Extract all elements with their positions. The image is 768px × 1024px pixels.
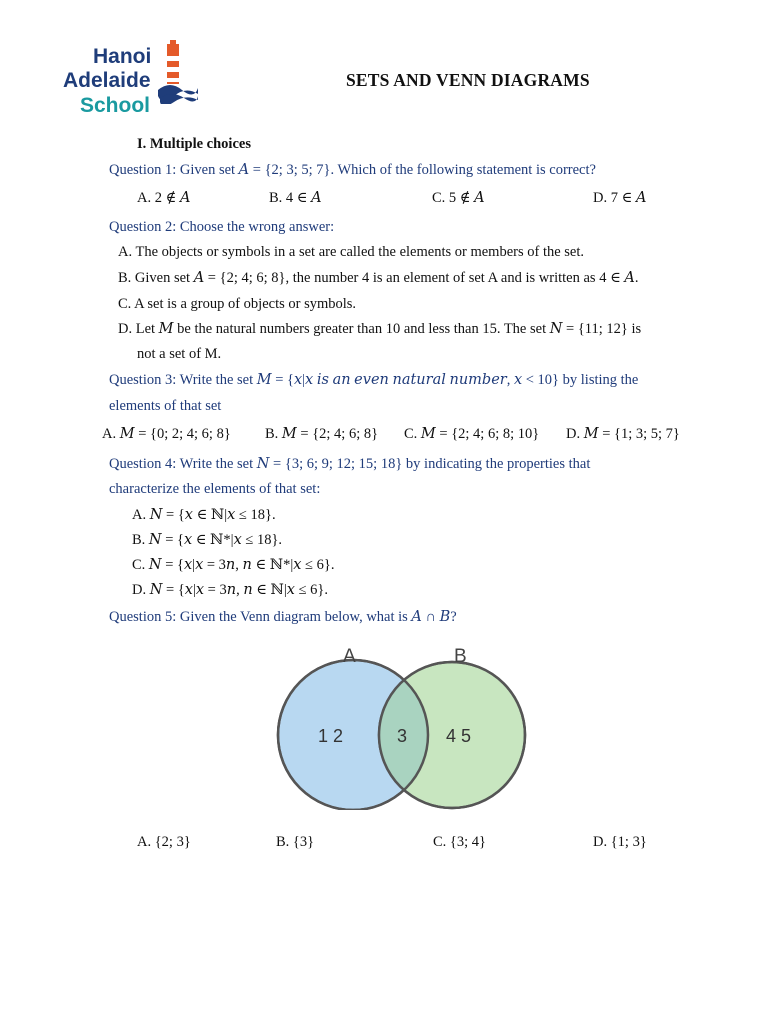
- logo-word-school: School: [80, 94, 151, 117]
- q3-option-d: D. 𝑀 = {1; 3; 5; 7}: [566, 426, 680, 442]
- q2-option-b: B. Given set 𝐴 = {2; 4; 6; 8}, the number 4 is an element of set A and is written as 4 ∈ 𝐴.: [118, 270, 639, 286]
- set-a-only-elements: 1 2: [318, 726, 344, 746]
- question-3-text-continued: elements of that set: [109, 398, 222, 414]
- question-3-text: Question 3: Write the set 𝑀 = {𝑥|𝑥 𝑖𝑠 𝑎𝑛 𝑒𝑣𝑒𝑛 𝑛𝑎𝑡𝑢𝑟𝑎𝑙 𝑛𝑢𝑚𝑏𝑒𝑟, 𝑥 < 10} by listing the: [109, 372, 639, 388]
- question-2-text: Question 2: Choose the wrong answer:: [109, 219, 335, 235]
- venn-diagram: [270, 640, 530, 810]
- q2-option-d: D. Let 𝑀 be the natural numbers greater than 10 and less than 15. The set 𝑁 = {11; 12} is: [118, 321, 642, 337]
- q1-option-b: B. 4 ∈ 𝐴: [269, 190, 322, 206]
- q1-option-a: A. 2 ∉ 𝐴: [137, 190, 191, 206]
- q2-option-a: A. The objects or symbols in a set are called the elements or members of the set.: [118, 244, 585, 260]
- q3-option-c: C. 𝑀 = {2; 4; 6; 8; 10}: [404, 426, 540, 442]
- q2-option-c: C. A set is a group of objects or symbols.: [118, 296, 357, 312]
- set-b-label: B: [454, 646, 467, 667]
- section-heading: I. Multiple choices: [137, 136, 251, 152]
- lighthouse-icon: [158, 40, 198, 104]
- set-a-label: A: [343, 646, 356, 667]
- q2-option-d-continued: not a set of M.: [137, 346, 222, 362]
- logo-word-hanoi: Hanoi: [93, 45, 152, 68]
- question-4-text-continued: characterize the elements of that set:: [109, 481, 321, 497]
- logo-word-adelaide: Adelaide: [63, 69, 151, 92]
- question-4-text: Question 4: Write the set 𝑁 = {3; 6; 9; 12; 15; 18} by indicating the properties that: [109, 456, 591, 472]
- intersection-elements: 3: [397, 726, 408, 746]
- q5-option-c: C. {3; 4}: [433, 834, 486, 850]
- school-logo: [60, 40, 200, 120]
- q1-option-c: C. 5 ∉ 𝐴: [432, 190, 485, 206]
- q5-option-d: D. {1; 3}: [593, 834, 647, 850]
- question-1-text: Question 1: Given set 𝐴 = {2; 3; 5; 7}. Which of the following statement is correct?: [109, 162, 596, 178]
- q3-option-b: B. 𝑀 = {2; 4; 6; 8}: [265, 426, 379, 442]
- q4-option-d: D. 𝑁 = {𝑥|𝑥 = 3𝑛, 𝑛 ∈ ℕ|𝑥 ≤ 6}.: [132, 582, 329, 598]
- question-5-text: Question 5: Given the Venn diagram below, what is 𝐴 ∩ 𝐵?: [109, 609, 457, 625]
- q5-option-a: A. {2; 3}: [137, 834, 191, 850]
- set-b-only-elements: 4 5: [446, 726, 472, 746]
- page-title: SETS AND VENN DIAGRAMS: [346, 70, 590, 90]
- q5-option-b: B. {3}: [276, 834, 315, 850]
- q3-option-a: A. 𝑀 = {0; 2; 4; 6; 8}: [102, 426, 231, 442]
- q4-option-b: B. 𝑁 = {𝑥 ∈ ℕ*|𝑥 ≤ 18}.: [132, 532, 283, 548]
- q4-option-c: C. 𝑁 = {𝑥|𝑥 = 3𝑛, 𝑛 ∈ ℕ*|𝑥 ≤ 6}.: [132, 557, 335, 573]
- q4-option-a: A. 𝑁 = {𝑥 ∈ ℕ|𝑥 ≤ 18}.: [132, 507, 276, 523]
- q1-option-d: D. 7 ∈ 𝐴: [593, 190, 647, 206]
